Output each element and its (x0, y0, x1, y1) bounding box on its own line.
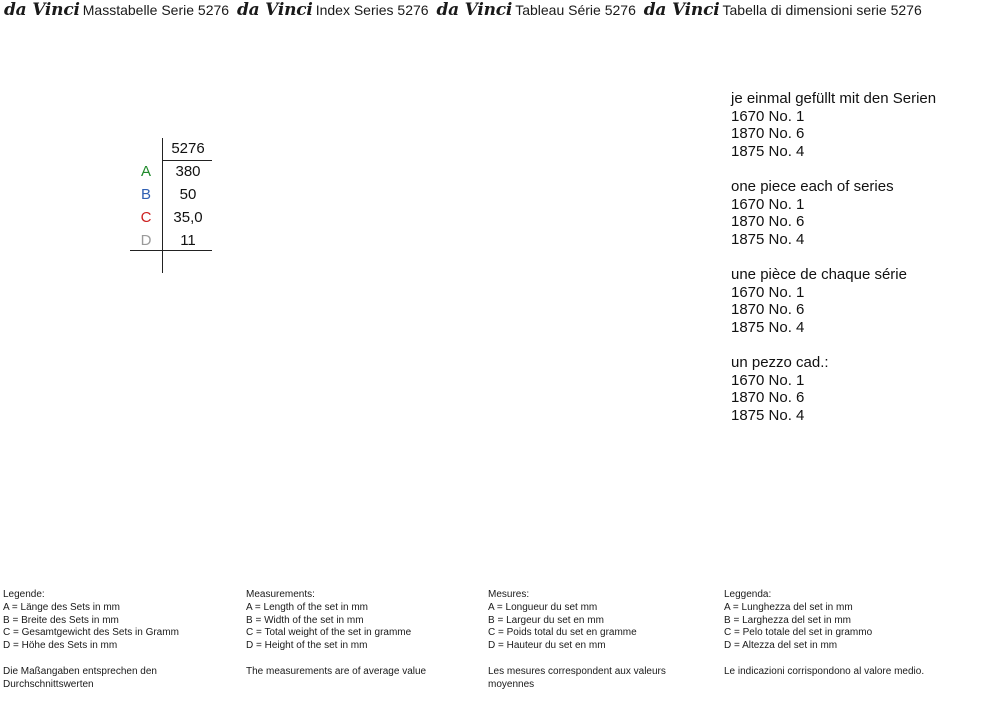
legend-note: The measurements are of average value (246, 665, 427, 677)
legend-note: Les mesures correspondent aux valeurs moyennes (488, 665, 666, 690)
legend-fr (488, 589, 698, 692)
table-divider-vertical (162, 138, 163, 273)
legend-line: A = Länge des Sets in mm (3, 601, 121, 613)
row-value-a: 380 (175, 163, 201, 180)
contents-item: 1870 No. 6 (731, 125, 805, 143)
row-letter-a: A (140, 163, 151, 180)
contents-block-fr (731, 266, 936, 336)
contents-item: 1670 No. 1 (731, 195, 805, 213)
page-header (4, 0, 926, 22)
contents-item: 1870 No. 6 (731, 389, 805, 407)
legend-line: B = Breite des Sets in mm (3, 614, 119, 626)
contents-item: 1875 No. 4 (731, 406, 805, 424)
legend-line: C = Poids total du set en gramme (488, 627, 637, 639)
legend-line: B = Largeur du set en mm (488, 614, 604, 626)
brand-logo: da Vinci (643, 0, 720, 20)
row-letter-c: C (140, 209, 152, 226)
contents-item: 1670 No. 1 (731, 371, 805, 389)
contents-block-it (731, 354, 936, 424)
contents-heading: je einmal gefüllt mit den Serien (731, 90, 937, 107)
table-divider-bottom (130, 250, 212, 251)
brand-logo: da Vinci (236, 0, 313, 20)
legend-en (246, 589, 456, 679)
legend-line: A = Length of the set in mm (246, 601, 369, 613)
legend-line: C = Gesamtgewicht des Sets in Gramm (3, 627, 179, 639)
legend-line: A = Longueur du set mm (488, 601, 598, 613)
header-title-de: Masstabelle Serie 5276 (82, 2, 230, 18)
legend-de (3, 589, 193, 692)
legend-line: B = Larghezza del set in mm (724, 614, 852, 626)
legend-title: Mesures: (488, 589, 530, 600)
legend-note: Die Maßangaben entsprechen den Durchschnittswerten (3, 665, 157, 690)
header-title-fr: Tableau Série 5276 (515, 2, 636, 18)
legend-line: D = Höhe des Sets in mm (3, 640, 118, 652)
row-value-d: 11 (180, 232, 196, 249)
contents-heading: une pièce de chaque série (731, 265, 907, 283)
header-title-it: Tabella di dimensioni serie 5276 (722, 2, 922, 18)
legend-line: C = Pelo totale del set in grammo (724, 627, 873, 639)
legend-line: B = Width of the set in mm (246, 614, 364, 626)
contents-heading: one piece each of series (731, 177, 894, 195)
legend-it (724, 589, 964, 679)
contents-heading: un pezzo cad.: (731, 353, 829, 371)
contents-item: 1870 No. 6 (731, 301, 805, 319)
legend-line: A = Lunghezza del set in mm (724, 601, 853, 613)
legend-line: D = Height of the set in mm (246, 640, 368, 652)
legend-line: C = Total weight of the set in gramme (246, 627, 412, 639)
legend-note: Le indicazioni corrispondono al valore medio. (724, 665, 925, 677)
row-letter-b: B (140, 186, 151, 203)
contents-item: 1875 No. 4 (731, 318, 805, 336)
brand-logo: da Vinci (4, 0, 80, 20)
row-letter-d: D (140, 232, 152, 249)
header-title-en: Index Series 5276 (315, 2, 429, 18)
contents-block-en (731, 178, 936, 248)
contents-item: 1875 No. 4 (731, 142, 805, 160)
contents-item: 1670 No. 1 (731, 107, 805, 125)
contents-block-de (731, 90, 936, 160)
set-contents (731, 90, 936, 442)
legend-title: Leggenda: (724, 589, 772, 600)
contents-item: 1875 No. 4 (731, 230, 805, 248)
legend-title: Legende: (3, 589, 45, 600)
contents-item: 1870 No. 6 (731, 213, 805, 231)
table-column-header: 5276 (171, 140, 205, 157)
brand-logo: da Vinci (436, 0, 513, 20)
row-value-b: 50 (179, 186, 197, 203)
legend-title: Measurements: (246, 589, 315, 600)
legend-line: D = Hauteur du set en mm (488, 640, 606, 652)
row-value-c: 35,0 (173, 209, 203, 226)
contents-item: 1670 No. 1 (731, 283, 805, 301)
legend-line: D = Altezza del set in mm (724, 640, 838, 652)
